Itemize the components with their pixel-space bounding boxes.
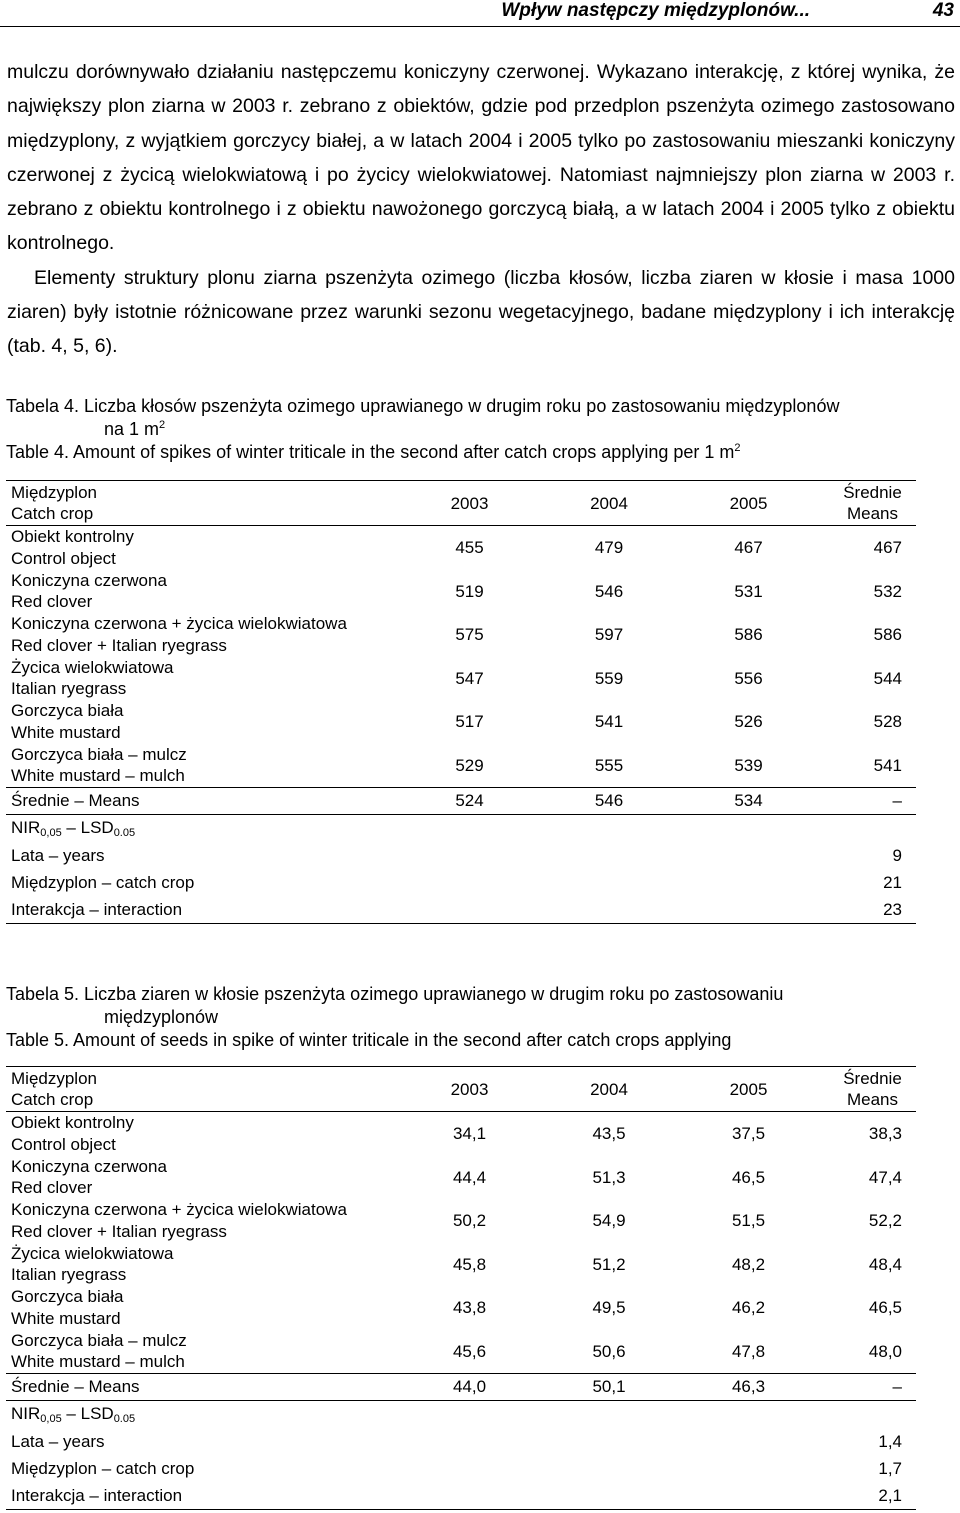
table-cell-label: Interakcja – interaction (6, 896, 406, 924)
cell-text: Gorczyca biała (11, 701, 124, 721)
cell-text: 0.05 (113, 827, 136, 839)
table-cell-value: 51,5 (731, 1211, 766, 1230)
table-cell-label (533, 1482, 685, 1510)
table-cell-value: 48,0 (868, 1341, 902, 1361)
table-cell-value: 479 (594, 538, 624, 557)
cell-text: White mustard – mulch (11, 1352, 185, 1372)
table-cell-label (406, 896, 533, 924)
table-cell-label (685, 842, 812, 869)
lsd-row (6, 1482, 916, 1510)
cell-text: Średnie (843, 1069, 902, 1088)
cell-text: 0,05 (40, 1413, 62, 1425)
table-row (6, 1286, 916, 1330)
table-cell-value: 519 (455, 581, 484, 601)
table-cell-value: 51,2 (592, 1254, 626, 1274)
table-cell-value: 546 (533, 788, 685, 815)
table-cell-label (6, 1243, 406, 1287)
col-2005: 2005 (685, 1067, 812, 1112)
cell-text: White mustard (11, 1308, 121, 1328)
table-cell-value: 529 (455, 755, 484, 775)
col-2004: 2004 (533, 1067, 685, 1112)
lsd-row (6, 842, 916, 869)
table-cell-value: 54,9 (592, 1211, 626, 1230)
table-cell-value: 48,2 (731, 1254, 766, 1274)
table-cell-value: 467 (873, 538, 902, 557)
table-cell-value: 555 (594, 755, 624, 775)
table-cell-value: 528 (873, 712, 902, 731)
table-cell-label (533, 842, 685, 869)
table-row (6, 526, 916, 570)
cell-text: Red clover (11, 1178, 93, 1198)
table-cell-label: Międzyplon – catch crop (11, 1458, 195, 1478)
col-means (812, 481, 916, 526)
cell-text: Catch crop (11, 1090, 94, 1109)
means-row (6, 1374, 916, 1401)
cell-text: Koniczyna czerwona + życica wielokwiatowa (11, 1200, 347, 1220)
table-cell-label (406, 842, 533, 869)
table-row (6, 1243, 916, 1287)
table-cell-value: 575 (455, 625, 484, 644)
table-cell-value: 46,3 (685, 1374, 812, 1401)
table-cell-label: Międzyplon – catch crop (11, 872, 195, 892)
table-cell-value: 51,3 (592, 1167, 626, 1187)
col-catch-crop (6, 481, 406, 526)
table-cell-value: 47,8 (731, 1341, 766, 1361)
table-cell-value: 9 (892, 845, 902, 865)
table-cell-label (6, 1330, 406, 1374)
paragraph: Elementy struktury plonu ziarna pszenżyta ozimego (liczba kłosów, liczba ziaren w kłosie i masa 1000 ziaren) były istotnie różnicowane przez warunki sezonu wegetacyjnego, badane międzyplony i ich interakcję (tab. 4, 5, 6). (7, 266, 955, 358)
table-cell-value: 455 (455, 538, 484, 557)
table-cell-value: 34,1 (452, 1124, 487, 1143)
table-cell-value: 50,6 (592, 1341, 626, 1361)
table-cell-label (533, 896, 685, 924)
table-cell-label (685, 869, 812, 896)
means-row (6, 788, 916, 815)
table-cell-value: 597 (594, 625, 624, 644)
cell-text: Koniczyna czerwona + życica wielokwiatowa (11, 614, 347, 634)
cell-text: Control object (11, 1134, 116, 1154)
cell-text: Koniczyna czerwona (11, 1156, 167, 1176)
table-cell-label (6, 613, 406, 657)
cell-text: 2 (734, 442, 741, 454)
table-cell-value: 48,4 (868, 1254, 902, 1274)
table-cell-value: 586 (873, 625, 902, 644)
table-cell-value: 586 (734, 625, 763, 644)
table-cell-label (6, 700, 406, 744)
col-2003: 2003 (406, 1067, 533, 1112)
cell-text: Means (846, 1090, 899, 1109)
cell-text: Italian ryegrass (11, 679, 127, 699)
table-cell-value: 544 (873, 668, 902, 688)
table-row (6, 1199, 916, 1243)
header-title: Wpływ następczy międzyplonów... (501, 0, 810, 21)
cell-text: Życica wielokwiatowa (11, 1243, 174, 1263)
cell-text: 0.05 (113, 1413, 136, 1425)
table-row (6, 1156, 916, 1200)
table-cell-value: 517 (455, 712, 484, 731)
table-cell-value: 43,5 (592, 1124, 626, 1143)
cell-text: Międzyplon (11, 1069, 97, 1088)
table-cell-label (6, 1401, 916, 1429)
table-cell-value: 526 (734, 712, 763, 731)
table-cell-value: 547 (455, 668, 484, 688)
table-cell-label (685, 1428, 812, 1455)
table-cell-value: 531 (734, 581, 763, 601)
table-cell-value: 21 (883, 872, 902, 892)
cell-text: Italian ryegrass (11, 1265, 127, 1285)
cell-text: Catch crop (11, 504, 94, 523)
cell-text: – (61, 818, 81, 837)
lsd-row (6, 896, 916, 924)
table-row (6, 700, 916, 744)
table-cell-value: 556 (734, 668, 763, 688)
table-cell-value: 44,4 (452, 1167, 487, 1187)
cell-text: White mustard – mulch (11, 766, 185, 786)
cell-text: Obiekt kontrolny (11, 527, 134, 547)
table-row (6, 744, 916, 788)
lsd-row (6, 1455, 916, 1482)
col-means (812, 1067, 916, 1112)
cell-text: Table 4. Amount of spikes of winter triticale in the second after catch crops applying per 1 m (6, 442, 735, 462)
table-row (6, 657, 916, 701)
lsd-header-row (6, 1401, 916, 1429)
table-cell-value: 541 (873, 755, 902, 775)
table-cell-label (685, 1455, 812, 1482)
cell-text: White mustard (11, 722, 121, 742)
cell-text: LSD (80, 818, 114, 837)
table-cell-label (6, 570, 406, 614)
table-cell-label (406, 1428, 533, 1455)
table-cell-label (6, 657, 406, 701)
table-row (6, 1330, 916, 1374)
page-number: 43 (932, 0, 954, 21)
table5 (6, 1066, 916, 1510)
table-cell-value: 43,8 (452, 1298, 487, 1317)
caption-en (6, 441, 956, 464)
table-cell-value: 50,2 (452, 1211, 487, 1230)
cell-text: LSD (80, 1404, 114, 1423)
cell-text: Control object (11, 548, 116, 568)
lsd-row (6, 869, 916, 896)
cell-text: Red clover (11, 592, 93, 612)
cell-text: Koniczyna czerwona (11, 570, 167, 590)
caption-pl-continued: międzyplonów (104, 1007, 219, 1027)
caption-pl: Tabela 5. Liczba ziaren w kłosie pszenżyta ozimego uprawianego w drugim roku po zastosowaniu (6, 984, 784, 1004)
table-row (6, 613, 916, 657)
table-cell-value: 541 (594, 712, 624, 731)
table-cell-value: 47,4 (868, 1167, 902, 1187)
table-cell-label: Lata – years (11, 1431, 105, 1451)
cell-text: Międzyplon (11, 483, 97, 502)
table5-caption (6, 983, 956, 1052)
table-cell-label (533, 1455, 685, 1482)
cell-text: 0,05 (40, 827, 62, 839)
table-cell-value: 52,2 (868, 1211, 902, 1230)
col-2003: 2003 (406, 481, 533, 526)
table-cell-label: Średnie – Means (6, 1374, 406, 1401)
col-2004: 2004 (533, 481, 685, 526)
table-cell-label: Średnie – Means (6, 788, 406, 815)
table-cell-label (6, 1286, 406, 1330)
cell-text: Średnie (843, 483, 902, 502)
table-cell-value: 37,5 (731, 1124, 766, 1143)
table-cell-value: 45,6 (452, 1341, 487, 1361)
cell-text: Means (846, 504, 899, 523)
table-cell-value: 45,8 (452, 1254, 487, 1274)
cell-text: Gorczyca biała (11, 1287, 124, 1307)
lsd-row (6, 1428, 916, 1455)
table-cell-value: 559 (594, 668, 624, 688)
table-cell-label (6, 744, 406, 788)
table-cell-value: – (812, 1374, 916, 1401)
cell-text: Red clover + Italian ryegrass (11, 1221, 227, 1241)
caption-pl: Tabela 4. Liczba kłosów pszenżyta ozimego uprawianego w drugim roku po zastosowaniu międzyplonów (6, 396, 840, 416)
table-cell-value: – (812, 788, 916, 815)
table-cell-value: 524 (406, 788, 533, 815)
table-header-row (6, 1067, 916, 1112)
table-cell-label (6, 815, 916, 843)
cell-text: NIR (11, 818, 41, 837)
table-cell-value: 1,7 (878, 1458, 902, 1478)
table-cell-value: 546 (594, 581, 624, 601)
table-cell-label (6, 1112, 406, 1156)
cell-text: 2 (159, 419, 166, 431)
paragraph: mulczu dorównywało działaniu następczemu koniczyny czerwonej. Wykazano interakcję, z której wynika, że największy plon ziarna w 2003 r. zebrano z obiektów, gdzie pod przedplon pszenżyta ozimego zastosowano międzyplony, z wyjątkiem gorczycy białej, a w latach 2004 i 2005 tylko po zastosowaniu mieszanki koniczyny czerwonej z życicą wielokwiatową i po życicy wielokwiatowej. Natomiast najmniejszy plon ziarna w 2003 r. zebrano z obiektu kontrolnego i z obiektu nawożonego gorczycą białą, a w latach 2004 i 2005 tylko z obiektu kontrolnego. (7, 61, 955, 255)
table-cell-label (6, 1199, 406, 1243)
table-cell-value: 50,1 (533, 1374, 685, 1401)
table-header-row (6, 481, 916, 526)
table-cell-label (533, 869, 685, 896)
table-cell-label: Lata – years (11, 845, 105, 865)
caption-en: Table 5. Amount of seeds in spike of winter triticale in the second after catch crops applying (6, 1030, 732, 1050)
table-cell-value: 44,0 (406, 1374, 533, 1401)
table-cell-value: 38,3 (868, 1124, 902, 1143)
table-cell-value: 2,1 (812, 1482, 916, 1510)
table-cell-value: 46,5 (731, 1167, 766, 1187)
table-cell-label (685, 896, 812, 924)
table-cell-label (406, 869, 533, 896)
table-cell-value: 534 (685, 788, 812, 815)
cell-text: Red clover + Italian ryegrass (11, 635, 227, 655)
lsd-header-row (6, 815, 916, 843)
running-header (0, 0, 960, 27)
table-cell-label (6, 526, 406, 570)
table-cell-label: Interakcja – interaction (6, 1482, 406, 1510)
cell-text: Życica wielokwiatowa (11, 657, 174, 677)
table-cell-value: 49,5 (592, 1298, 626, 1317)
cell-text: – (61, 1404, 81, 1423)
table-cell-value: 46,5 (868, 1298, 902, 1317)
table-row (6, 1112, 916, 1156)
cell-text: Gorczyca biała – mulcz (11, 1330, 187, 1350)
table-cell-value: 1,4 (878, 1431, 902, 1451)
table4-caption (6, 395, 956, 464)
table-cell-label (6, 1156, 406, 1200)
cell-text: Gorczyca biała – mulcz (11, 744, 187, 764)
table-cell-label (533, 1428, 685, 1455)
table-cell-value: 467 (734, 538, 763, 557)
table-cell-label (685, 1482, 812, 1510)
table-cell-label (406, 1482, 533, 1510)
table-cell-value: 539 (734, 755, 763, 775)
col-catch-crop (6, 1067, 406, 1112)
table-cell-value: 23 (812, 896, 916, 924)
table4 (6, 480, 916, 924)
table-cell-label (406, 1455, 533, 1482)
table-row (6, 570, 916, 614)
cell-text: na 1 m (104, 419, 160, 439)
caption-pl-continued (6, 418, 956, 441)
table-cell-value: 46,2 (731, 1298, 766, 1317)
cell-text: NIR (11, 1404, 41, 1423)
cell-text: Obiekt kontrolny (11, 1113, 134, 1133)
body-text (7, 55, 955, 364)
table-cell-value: 532 (873, 581, 902, 601)
col-2005: 2005 (685, 481, 812, 526)
